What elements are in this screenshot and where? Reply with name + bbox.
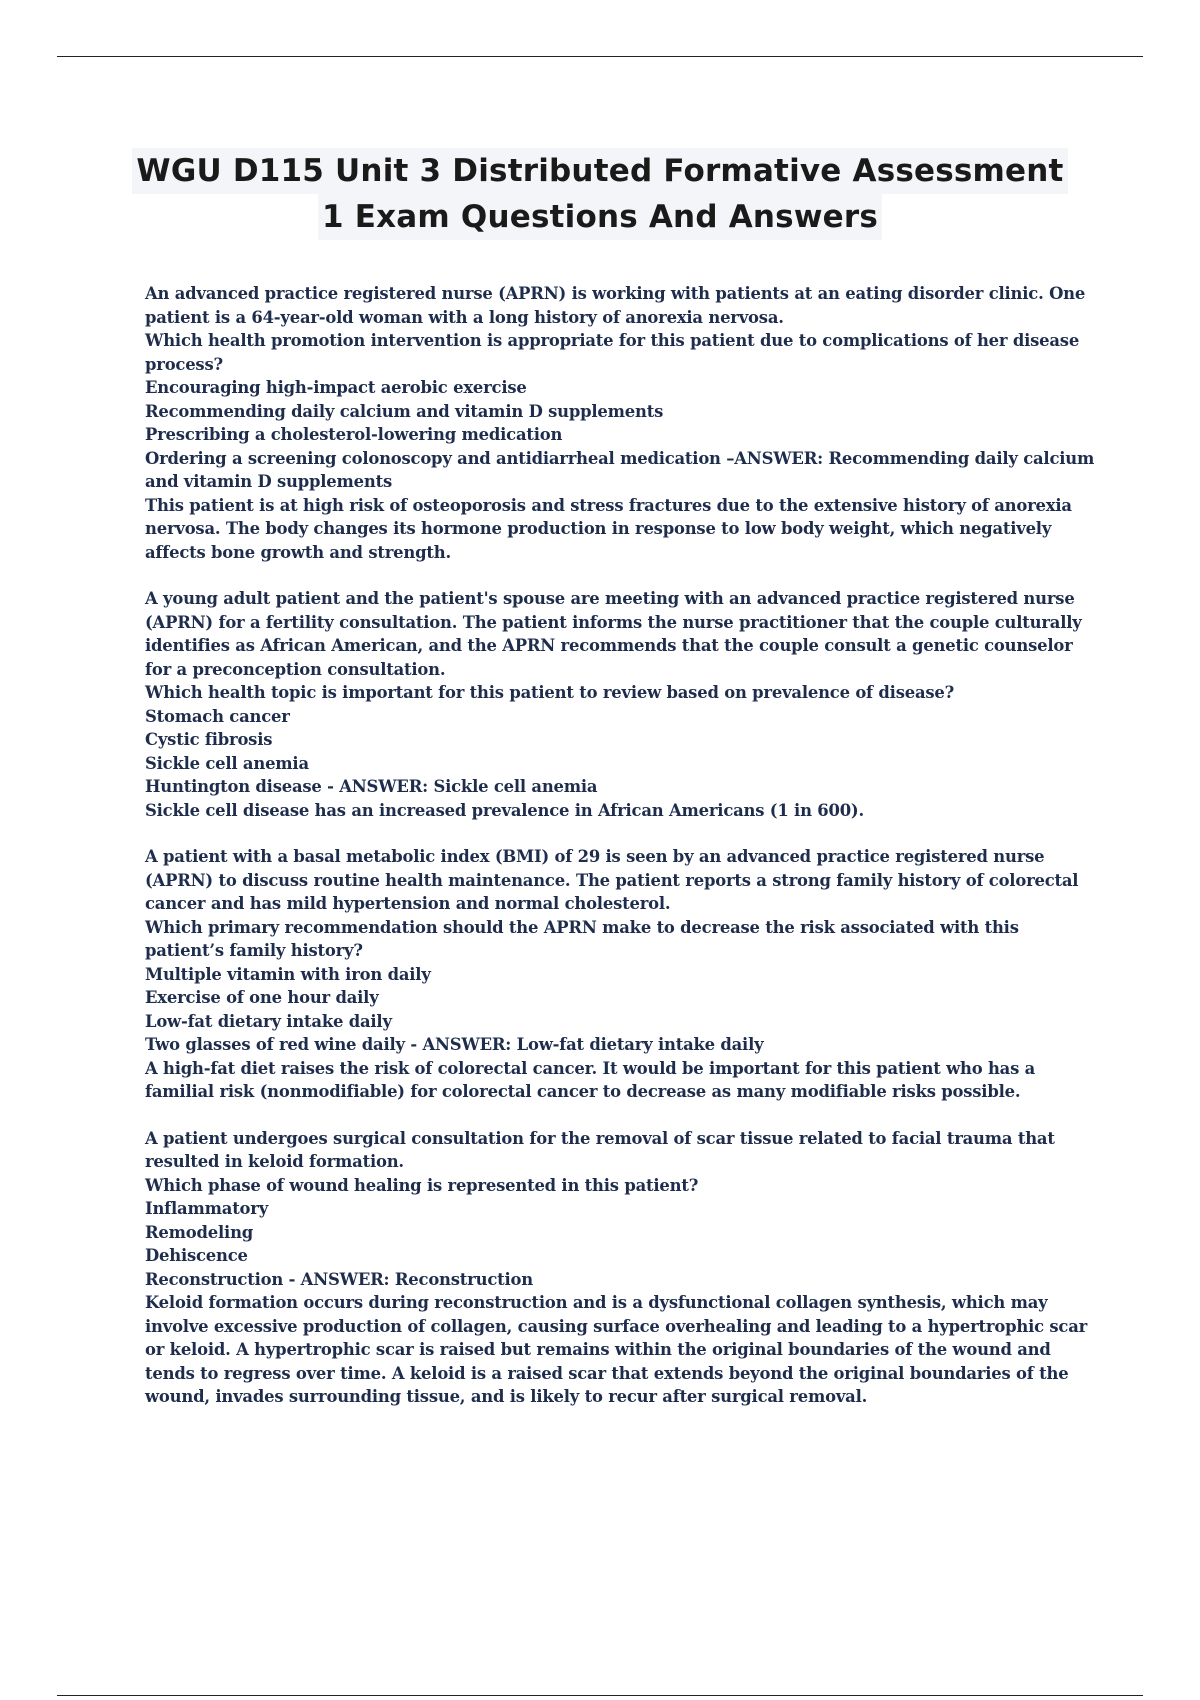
question-text: Which primary recommendation should the APRN make to decrease the risk associated with this patient’s family history? bbox=[145, 917, 1019, 960]
answer-option: Low-fat dietary intake daily bbox=[145, 1011, 392, 1031]
question-block bbox=[145, 282, 1095, 564]
answer-option: Stomach cancer bbox=[145, 706, 290, 726]
question-stem: A young adult patient and the patient's spouse are meeting with an advanced practice registered nurse (APRN) for a fertility consultation. The patient informs the nurse practitioner that the couple culturally identifies as African American, and the APRN recommends that the couple consult a genetic counselor for a preconception consultation. bbox=[145, 589, 1082, 679]
question-list bbox=[145, 282, 1095, 1432]
title-line-2: 1 Exam Questions And Answers bbox=[318, 194, 882, 240]
answer-option: Recommending daily calcium and vitamin D supplements bbox=[145, 401, 664, 421]
answer-option: Sickle cell anemia bbox=[145, 753, 309, 773]
question-text: Which phase of wound healing is represented in this patient? bbox=[145, 1175, 699, 1195]
answer-option: Remodeling bbox=[145, 1222, 254, 1242]
question-block bbox=[145, 845, 1095, 1104]
answer-rationale: This patient is at high risk of osteoporosis and stress fractures due to the extensive history of anorexia nervosa. The body changes its hormone production in response to low body weight, which negatively affects bone growth and strength. bbox=[145, 495, 1072, 562]
answer-option: Huntington disease - ANSWER: Sickle cell anemia bbox=[145, 777, 598, 796]
answer-option: Exercise of one hour daily bbox=[145, 988, 379, 1007]
answer-rationale: Keloid formation occurs during reconstruction and is a dysfunctional collagen synthesis, which may involve excessive production of collagen, causing surface overhealing and leading to a hypertrophic scar or keloid. A hypertrophic scar is raised but remains within the original boundaries of the wound and tends to regress over time. A keloid is a raised scar that extends beyond the original boundaries of the wound, invades surrounding tissue, and is likely to recur after surgical removal. bbox=[145, 1293, 1088, 1406]
answer-option: Two glasses of red wine daily - ANSWER: Low-fat dietary intake daily bbox=[145, 1035, 764, 1054]
answer-option: Prescribing a cholesterol-lowering medication bbox=[145, 425, 563, 444]
answer-rationale: A high-fat diet raises the risk of colorectal cancer. It would be important for this patient who has a familial risk (nonmodifiable) for colorectal cancer to decrease as many modifiable risks possible. bbox=[145, 1058, 1036, 1101]
title-line-1: WGU D115 Unit 3 Distributed Formative Assessment bbox=[132, 148, 1067, 194]
question-block bbox=[145, 587, 1095, 822]
answer-rationale: Sickle cell disease has an increased prevalence in African Americans (1 in 600). bbox=[145, 800, 864, 820]
answer-option: Multiple vitamin with iron daily bbox=[145, 964, 431, 984]
question-stem: A patient undergoes surgical consultation for the removal of scar tissue related to facial trauma that resulted in keloid formation. bbox=[145, 1128, 1055, 1171]
answer-option: Encouraging high-impact aerobic exercise bbox=[145, 378, 527, 397]
question-text: Which health promotion intervention is appropriate for this patient due to complications of her disease process? bbox=[145, 331, 1080, 374]
question-stem: An advanced practice registered nurse (APRN) is working with patients at an eating disorder clinic. One patient is a 64-year-old woman with a long history of anorexia nervosa. bbox=[145, 284, 1086, 327]
question-stem: A patient with a basal metabolic index (BMI) of 29 is seen by an advanced practice registered nurse (APRN) to discuss routine health maintenance. The patient reports a strong family history of colorectal cancer and has mild hypertension and normal cholesterol. bbox=[145, 847, 1079, 913]
answer-option: Cystic fibrosis bbox=[145, 730, 273, 749]
answer-option: Inflammatory bbox=[145, 1199, 269, 1218]
top-rule bbox=[57, 56, 1143, 57]
question-text: Which health topic is important for this patient to review based on prevalence of disease? bbox=[145, 683, 955, 702]
page-title bbox=[0, 148, 1200, 240]
answer-option: Ordering a screening colonoscopy and antidiarrheal medication –ANSWER: Recommending daily calcium and vitamin D supplements bbox=[145, 448, 1095, 491]
bottom-rule bbox=[57, 1695, 1143, 1696]
question-block bbox=[145, 1127, 1095, 1409]
answer-option: Dehiscence bbox=[145, 1246, 248, 1265]
answer-option: Reconstruction - ANSWER: Reconstruction bbox=[145, 1269, 533, 1289]
